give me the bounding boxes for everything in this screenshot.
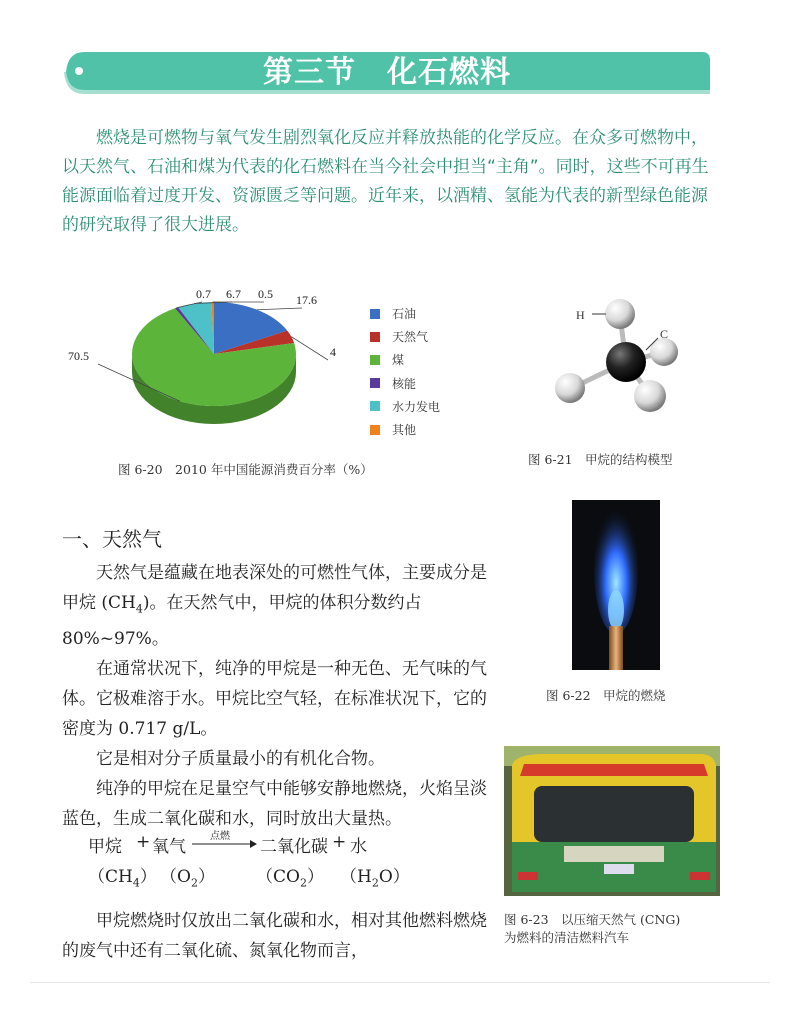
h-atom-label: H (576, 308, 585, 322)
section-title-banner (62, 50, 712, 96)
paragraph: 它是相对分子质量最小的有机化合物。 (96, 749, 385, 770)
product-water: 水 (350, 837, 367, 857)
pie-data-label-0: 17.6 (296, 293, 317, 307)
section-heading: 一、天然气 (62, 527, 162, 551)
legend-item: 天然气 (370, 325, 440, 348)
plus-sign: + (332, 832, 347, 852)
paragraph: 纯净的甲烷在足量空气中能够安静地燃烧，火焰呈淡蓝色，生成二氧化碳和水，同时放出大量热。 (62, 779, 487, 830)
paragraph: 甲烷燃烧时仅放出二氧化碳和水，相对其他燃料燃烧的废气中还有二氧化硫、氮氧化物而言， (62, 911, 487, 961)
paragraph: 天然气是蕴藏在地表深处的可燃性气体，主要成分是甲烷 $(CH_4)$。在天然气中，甲烷的体积分数约占 80%~97%。 (62, 563, 487, 650)
fig23-caption-line1: 图 6-23 以压缩天然气 (CNG) (504, 912, 681, 927)
paragraph: 在通常状况下，纯净的甲烷是一种无色、无气味的气体。它极难溶于水。甲烷比空气轻，在标准状况下，它的密度为 0.717 g/L。 (62, 659, 487, 740)
fig22-caption: 图 6-22 甲烷的燃烧 (546, 688, 666, 703)
formula-o2: $(O_2)$ (160, 867, 215, 890)
pie-data-label-3: 0.7 (196, 287, 211, 301)
reaction-condition: 点燃 (210, 831, 230, 842)
legend-item: 其他 (370, 418, 440, 441)
divider (30, 982, 770, 983)
pie-data-label-4: 6.7 (226, 287, 241, 301)
body-paragraphs (62, 558, 494, 834)
fig23-caption-line2: 为燃料的清洁燃料汽车 (504, 930, 630, 945)
pie-data-label-1: 4 (330, 345, 336, 359)
reactant-methane: 甲烷 (88, 837, 122, 857)
product-co2: 二氧化碳 (260, 837, 328, 857)
cng-bus-image (504, 746, 720, 896)
legend-item: 水力发电 (370, 395, 440, 418)
legend-swatch-hydro (370, 401, 380, 411)
legend-item: 煤 (370, 348, 440, 371)
leader-line-1 (291, 337, 328, 360)
formula-co2: $(CO_2)$ (256, 867, 324, 890)
legend-swatch-gas (370, 332, 380, 342)
reaction-arrow-icon (188, 828, 258, 852)
methane-flame-image (572, 500, 660, 670)
formula-h2o: $(H_2O)$ (340, 867, 410, 890)
energy-pie-chart (62, 282, 362, 452)
reactant-oxygen: 氧气 (152, 837, 186, 857)
formula-ch4: $(CH_4)$ (88, 867, 157, 890)
legend-item: 石油 (370, 302, 440, 325)
pie-data-label-5: 0.5 (258, 287, 273, 301)
intro-paragraph: 燃烧是可燃物与氧气发生剧烈氧化反应并释放热能的化学反应。在众多可燃物中，以天然气、石油和煤为代表的化石燃料在当今社会中担当“主角”。同时，这些不可再生能源面临着过度开发、资源匮乏等问题。近年来，以酒精、氢能为代表的新型绿色能源的研究取得了很大进展。 (62, 128, 709, 235)
plus-sign: + (136, 832, 151, 852)
legend-swatch-other (370, 425, 380, 435)
page-title: 第三节 化石燃料 (263, 55, 511, 90)
leader-line-0 (257, 308, 302, 310)
legend-swatch-nuclear (370, 378, 380, 388)
body-paragraphs-2 (62, 906, 494, 966)
c-atom-label: C (660, 327, 669, 341)
legend-item: 核能 (370, 372, 440, 395)
pie-data-label-2: 70.5 (68, 349, 89, 363)
legend-swatch-coal (370, 355, 380, 365)
methane-model-image (548, 292, 708, 442)
fig21-caption: 图 6-21 甲烷的结构模型 (528, 452, 673, 467)
fig20-caption: 图 6-20 2010 年中国能源消费百分率（%） (118, 462, 373, 477)
chart-legend (370, 302, 440, 441)
legend-swatch-oil (370, 309, 380, 319)
